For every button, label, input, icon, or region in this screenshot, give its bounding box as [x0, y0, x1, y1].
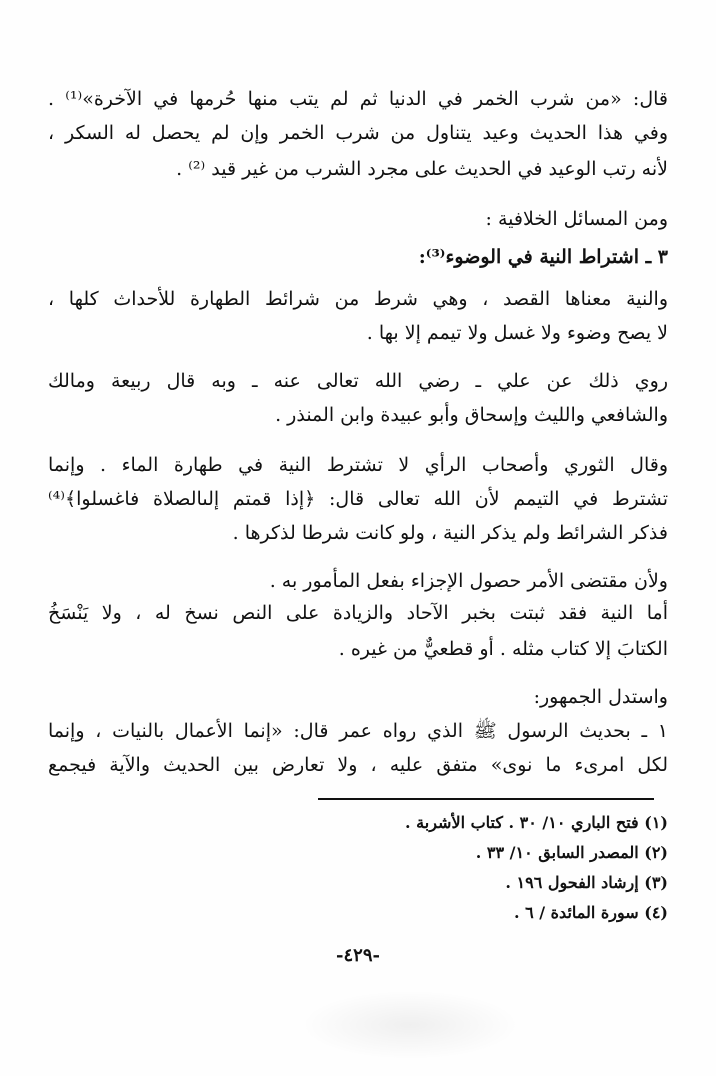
footnote: (٤) سورة المائدة / ٦ . [513, 903, 668, 922]
body-line: فذكر الشرائط ولم يذكر النية ، ولو كانت شرطا لذكرها . [232, 522, 668, 544]
body-line: واستدل الجمهور: [533, 686, 668, 708]
body-line: ١ ـ بحديث الرسول ﷺ الذي رواه عمر قال: «إنما الأعمال بالنيات ، وإنما [48, 720, 668, 742]
section-heading: ٣ ـ اشتراط النية في الوضوء⁽³⁾: [418, 246, 668, 268]
body-line: ومن المسائل الخلافية : [485, 208, 668, 230]
body-line: تشترط في التيمم لأن الله تعالى قال: ﴿إذا قمتم إلىالصلاة فاغسلوا﴾⁽⁴⁾ [48, 488, 668, 510]
body-line: لا يصح وضوء ولا غسل ولا تيمم إلا بها . [366, 322, 668, 344]
body-line: والشافعي والليث وإسحاق وأبو عبيدة وابن المنذر . [275, 404, 668, 426]
page-number: -٤٢٩- [336, 945, 380, 966]
footnote-divider [318, 798, 654, 800]
body-line: قال: «من شرب الخمر في الدنيا ثم لم يتب منها حُرمها في الآخرة»⁽¹⁾ . [48, 88, 668, 110]
footnote: (٢) المصدر السابق ١٠/ ٣٣ . [475, 843, 668, 862]
body-line: ولأن مقتضى الأمر حصول الإجزاء بفعل المأمور به . [269, 570, 668, 592]
body-line: وفي هذا الحديث وعيد يتناول من شرب الخمر وإن لم يحصل له السكر ، [48, 122, 668, 144]
body-line: الكتابَ إلا كتاب مثله . أو قطعيٌّ من غيره . [338, 638, 668, 660]
body-line: لأنه رتب الوعيد في الحديث على مجرد الشرب من غير قيد ⁽²⁾ . [176, 158, 668, 180]
body-line: أما النية فقد ثبتت بخبر الآحاد والزيادة على النص نسخ له ، ولا يَنْسَخُ [48, 602, 668, 624]
body-line: وقال الثوري وأصحاب الرأي لا تشترط النية في طهارة الماء . وإنما [48, 454, 668, 476]
body-line: روي ذلك عن علي ـ رضي الله تعالى عنه ـ وبه قال ربيعة ومالك [48, 370, 668, 392]
scan-smudge [300, 990, 520, 1060]
footnote: (١) فتح الباري ١٠/ ٣٠ . كتاب الأشربة . [405, 813, 668, 832]
body-line: والنية معناها القصد ، وهي شرط من شرائط الطهارة للأحداث كلها ، [48, 288, 668, 310]
footnote: (٣) إرشاد الفحول ١٩٦ . [505, 873, 668, 892]
body-line: لكل امرىء ما نوى» متفق عليه ، ولا تعارض بين الحديث والآية فيجمع [48, 754, 668, 776]
